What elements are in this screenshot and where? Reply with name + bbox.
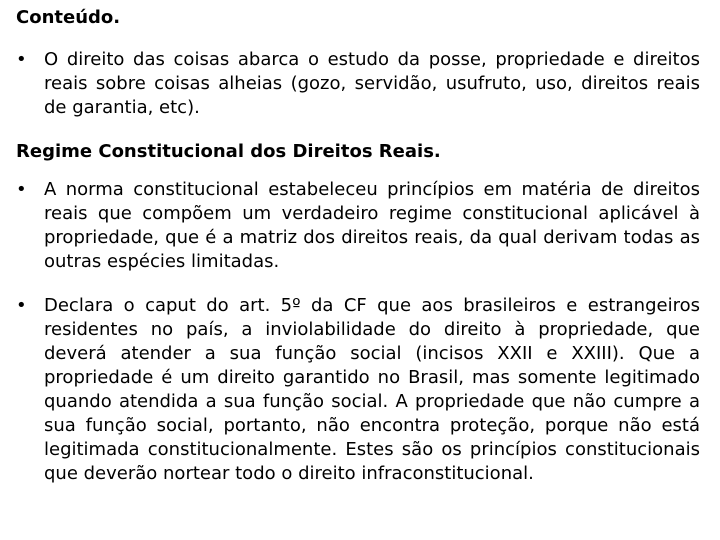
- bullet-dot-icon: •: [16, 179, 27, 200]
- bullet-text: A norma constitucional estabeleceu princípios em matéria de direitos reais que compõem um verdadeiro regime constitucional aplicável à propriedade, que é a matriz dos direitos reais, da qual derivam todas as outras espécies limitadas.: [44, 179, 700, 272]
- bullet-text: Declara o caput do art. 5º da CF que aos brasileiros e estrangeiros residentes no país, a inviolabilidade do direito à propriedade, que deverá atender a sua função social (incisos XXII e XXIII). Que a propriedade é um direito garantido no Brasil, mas somente legitimado quando atendida a sua função social. A propriedade que não cumpre a sua função social, portanto, não encontra proteção, porque não está legitimada constitucionalmente. Estes são os princípios constitucionais que deverão nortear todo o direito infraconstitucional.: [44, 295, 700, 484]
- bullet-dot-icon: •: [16, 295, 27, 316]
- section-heading-regime: Regime Constitucional dos Direitos Reais.: [16, 141, 441, 162]
- section-heading-conteudo: Conteúdo.: [16, 7, 121, 28]
- bullet-text: O direito das coisas abarca o estudo da posse, propriedade e direitos reais sobre coisas alheias (gozo, servidão, usufruto, uso, direitos reais de garantia, etc).: [44, 49, 700, 118]
- bullet-dot-icon: •: [16, 49, 27, 70]
